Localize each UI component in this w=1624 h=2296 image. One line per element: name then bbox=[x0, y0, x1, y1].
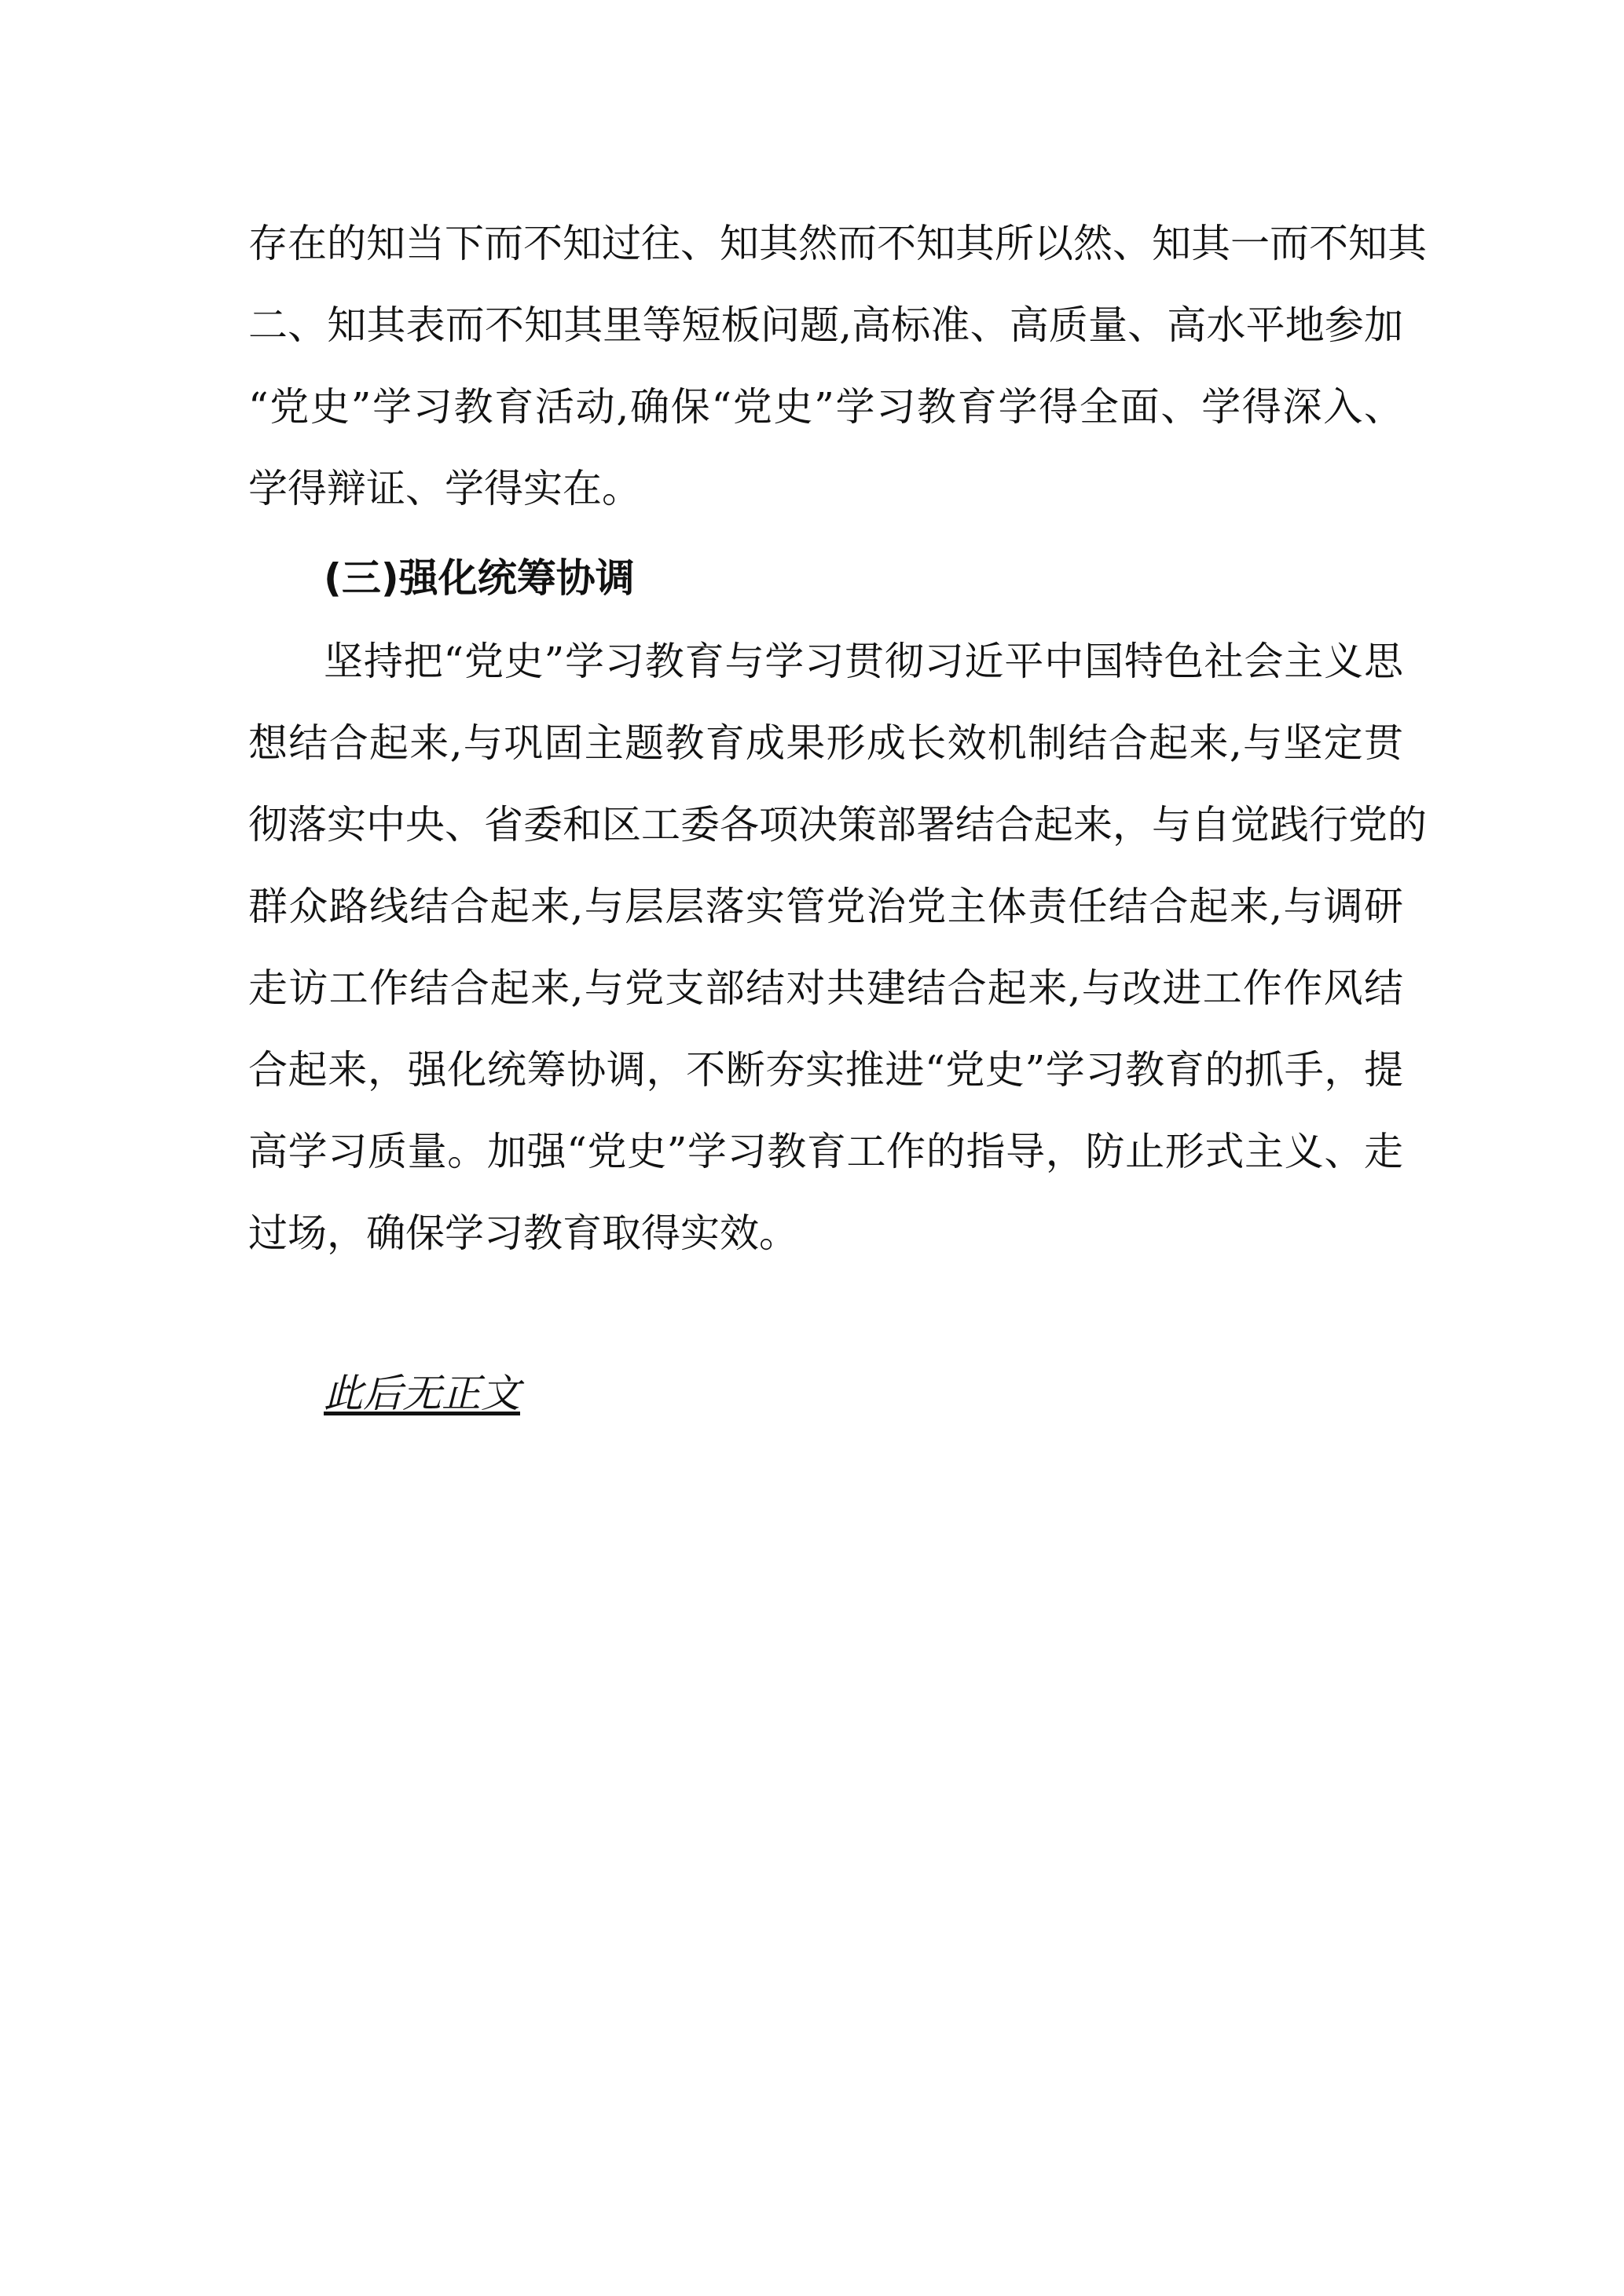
paragraph-2-line-1: 坚持把“党史”学习教育与学习贯彻习近平中国特色社会主义思 bbox=[324, 639, 1403, 684]
paragraph-2-line-5: 走访工作结合起来,与党支部结对共建结合起来,与改进工作作风结 bbox=[248, 965, 1403, 1011]
paragraph-2-line-3: 彻落实中央、省委和区工委各项决策部署结合起来，与自觉践行党的 bbox=[248, 802, 1427, 848]
paragraph-1-line-4: 学得辩证、学得实在。 bbox=[248, 466, 641, 511]
paragraph-2-line-6: 合起来，强化统筹协调，不断夯实推进“党史”学习教育的抓手，提 bbox=[248, 1047, 1403, 1093]
paragraph-2-line-2: 想结合起来,与巩固主题教育成果形成长效机制结合起来,与坚定贯 bbox=[248, 720, 1403, 766]
paragraph-2-line-7: 高学习质量。加强“党史”学习教育工作的指导，防止形式主义、走 bbox=[248, 1129, 1403, 1174]
paragraph-2-line-8: 过场，确保学习教育取得实效。 bbox=[248, 1210, 798, 1256]
paragraph-1-line-3: “党史”学习教育活动,确保“党史”学习教育学得全面、学得深入、 bbox=[248, 384, 1403, 430]
paragraph-1-line-1: 存在的知当下而不知过往、知其然而不知其所以然、知其一而不知其 bbox=[248, 221, 1427, 266]
section-heading: (三)强化统筹协调 bbox=[324, 555, 635, 601]
paragraph-1-line-2: 二、知其表而不知其里等短板问题,高标准、高质量、高水平地参加 bbox=[248, 302, 1403, 348]
paragraph-2-line-4: 群众路线结合起来,与层层落实管党治党主体责任结合起来,与调研 bbox=[248, 884, 1403, 929]
end-of-text-note: 此后无正文 bbox=[324, 1371, 520, 1416]
